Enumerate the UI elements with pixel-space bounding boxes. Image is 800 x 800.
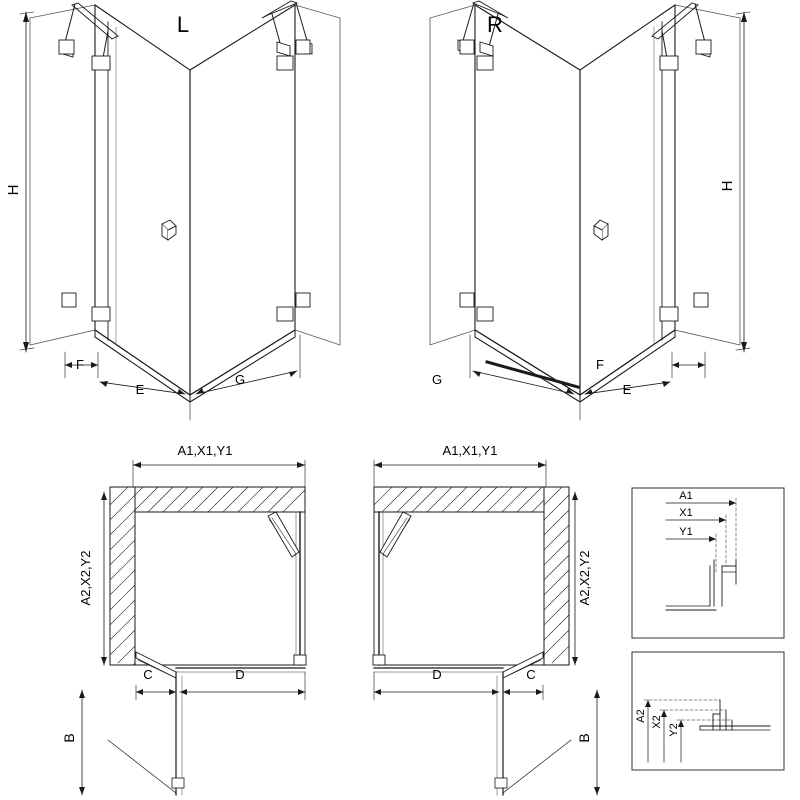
- plan-left-dim-b: B: [61, 733, 77, 743]
- detail-bottom-view: [632, 652, 784, 770]
- plan-left-top-dim-label: A1,X1,Y1: [177, 443, 233, 458]
- iso-left-variant-label: L: [176, 12, 190, 37]
- plan-left-side-dim-label: A2,X2,Y2: [78, 550, 93, 606]
- iso-right-view: [430, 1, 750, 420]
- dim-label-h-left: H: [5, 184, 22, 196]
- iso-right-variant-label: R: [487, 12, 503, 37]
- detail-bottom-label-x2: X2: [651, 715, 663, 729]
- plan-right-side-dim-label: A2,X2,Y2: [577, 550, 592, 606]
- detail-top-label-a1: A1: [679, 490, 693, 502]
- plan-right-view: [373, 460, 600, 795]
- dim-label-f-right: F: [596, 357, 604, 372]
- dim-label-e-left: E: [135, 382, 145, 397]
- plan-left-dim-c: C: [143, 667, 153, 682]
- dim-label-e-right: E: [622, 382, 632, 397]
- dim-label-f-left: F: [76, 357, 84, 372]
- plan-left-view: [79, 460, 306, 795]
- plan-left-dim-d: D: [235, 667, 245, 682]
- plan-right-dim-d: D: [432, 667, 442, 682]
- plan-right-dim-c: C: [526, 667, 536, 682]
- dim-label-g-right: G: [431, 372, 443, 387]
- detail-top-view: [632, 488, 784, 638]
- dim-label-g-left: G: [234, 372, 246, 387]
- plan-right-top-dim-label: A1,X1,Y1: [442, 443, 498, 458]
- plan-right-dim-b: B: [576, 733, 592, 743]
- detail-bottom-label-y2: Y2: [668, 723, 680, 737]
- detail-top-label-y1: Y1: [679, 526, 693, 538]
- detail-top-label-x1: X1: [679, 507, 693, 519]
- detail-bottom-label-a2: A2: [635, 709, 647, 723]
- dim-label-h-right: H: [719, 180, 736, 192]
- iso-left-view: [20, 1, 340, 420]
